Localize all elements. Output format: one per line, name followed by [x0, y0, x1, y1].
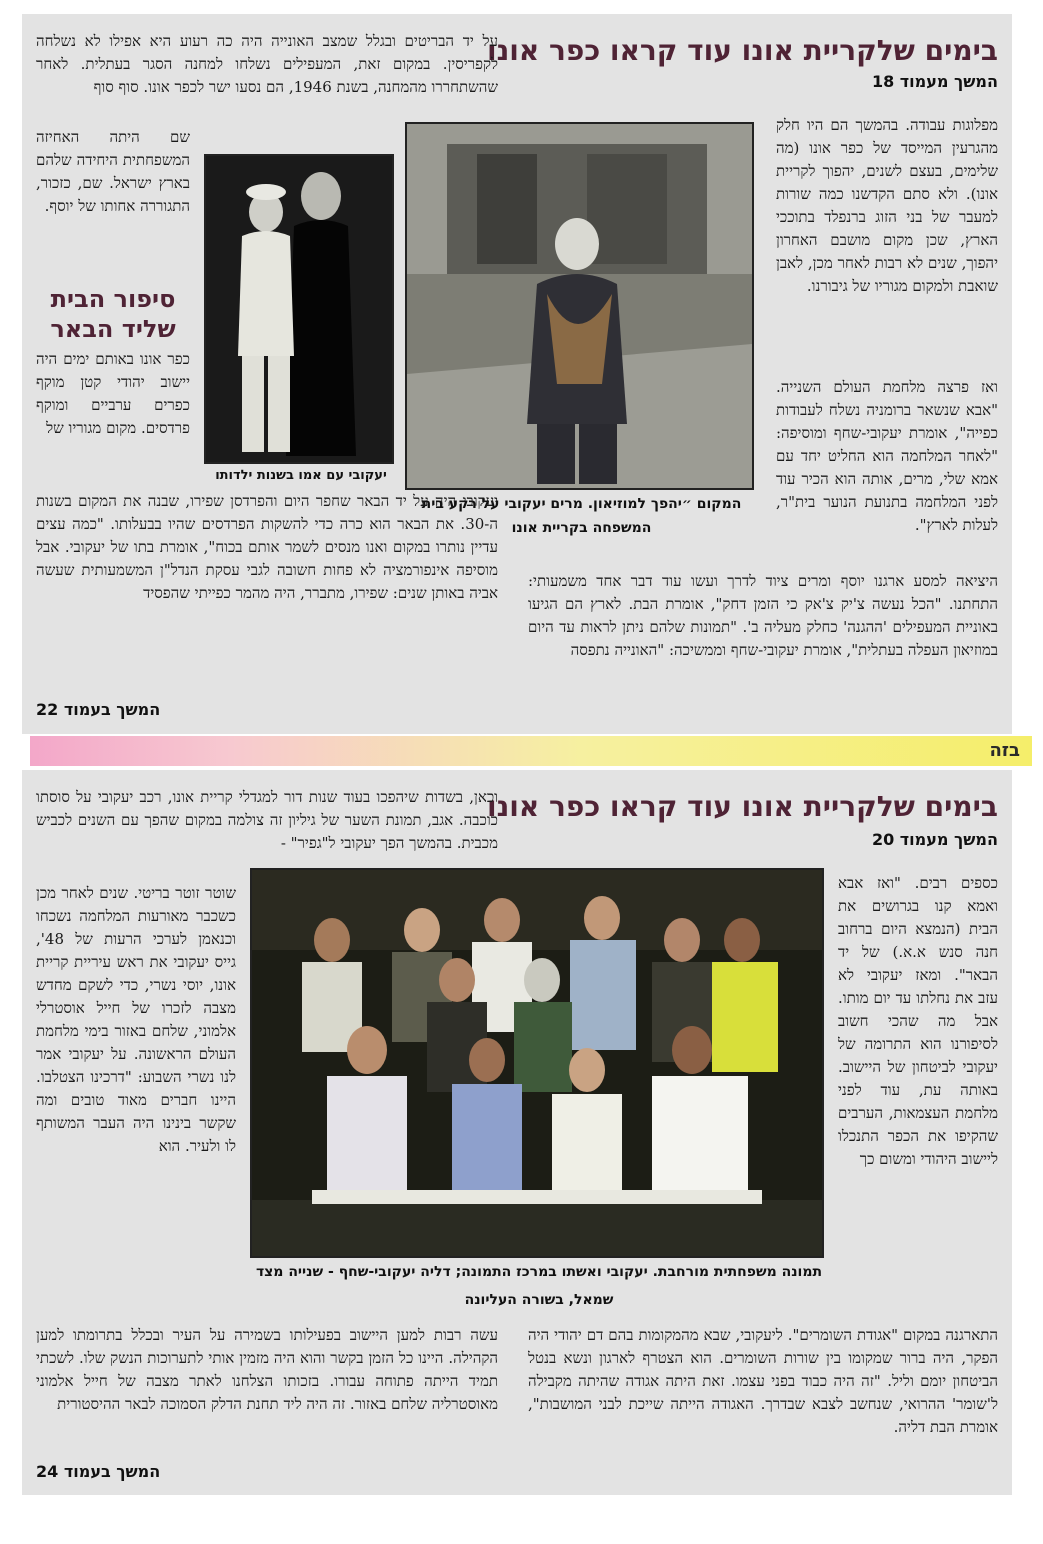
text-column-narrow-left: [36, 126, 190, 286]
photo-yaakobi-with-mother: [204, 154, 394, 464]
photo-illustration: [252, 870, 822, 1256]
article-clipping-top: [22, 14, 1012, 734]
paragraph: ואז פרצה מלחמת העולם השנייה. "אבא שנשאר ברומניה נשלח לעבודות כפייה", אומרת יעקובי-שחף ומוסיפה: "לאחר המלחמה הוא החליט יחד עם אמא שלי, מרים, אותה הוא הכיר עוד לפני המלחמה בתנועת הנוער בית"ר, לעלות לארץ".: [776, 378, 998, 534]
text-column-bottom-left: [36, 490, 498, 694]
article-clipping-bottom: [22, 770, 1012, 1495]
caption-small-photo: יעקובי עם אמו בשנות ילדותו: [215, 468, 387, 483]
photo-family-group: [250, 868, 824, 1258]
text-column-left: [36, 882, 236, 1318]
text-column-right: [776, 114, 998, 376]
text-column-top-left: [36, 786, 498, 878]
paragraph: שוטר זוטר בריטי. שנים לאחר מכן כשכבר מאורעות המלחמה נשכחו וכנאמן לערכי הרעות של 48', גייס יעקובי את ראש עיריית קריית אונו, יוסי נשרי, כדי לשקם מחדש מצבה לזכרו של חייל אוסטרלי אלמוני, שלחם באזור בימי מלחמת העולם הראשונה. על יעקובי אמר לנו נשרי השבוע: "דרכינו הצטלבו. היינו חברים מאוד טובים ומה שקשר בינינו היה העבר המשותף לו ולעיר. הוא: [36, 884, 236, 1155]
text-column-bottom-right: [528, 1324, 998, 1484]
photo-illustration: [407, 124, 752, 488]
paragraph: כספים רבים. "ואז אבא ואמא קנו בגרושים את הבית (הנמצא היום ברחוב חנה סנש א.א.) של יד הבאר". ומאז יעקובי לא עזב את נחלתו עד יום מותו. אבל מה שהכי חשוב לסיפורנו הוא התרומה של יעקובי לביטחון של היישוב. באותה עת, עוד לפני מלחמת העצמאות, הערבים שהקיפו את הכפר התנכלו ליישוב היהודי ומשום כך: [838, 874, 998, 1168]
caption-family-photo: תמונה משפחתית מורחבת. יעקובי ואשתו במרכז התמונה; דליה יעקובי-שחף - שנייה מצד שמאל, בשורה העליונה: [255, 1264, 823, 1308]
text-column-bottom-right: [528, 570, 998, 730]
caption-large-photo: המקום ״יהפך למוזיאון. מרים יעקובי על רקע בית המשפחה בקריית אונו: [421, 496, 742, 536]
paragraph: על יד הבריטים ובגלל שמצב האונייה היה כה רעוע היא אפילו לא נשלחה לקפריסין. במקום זאת, המעפילים נשלחו למחנה הסגר בעתלית. לאחר שהשתחררו מהמחנה, בשנת 1946, הם נסעו ישר לכפר אונו. סוף סוף: [36, 32, 498, 96]
paragraph: וכאן, בשדות שיהפכו בעוד שנות דור למגדלי קריית אונו, רכב יעקובי על סוסתו כוכבה. אגב, תמונת השער של גיליון זה צולמה במקום שהפך עם השנים לכביש מכבית. בהמשך הפך יעקובי ל"גפיר" -: [36, 788, 498, 852]
text-column-right: [838, 872, 998, 1370]
photo-miriam-yaakobi: [405, 122, 754, 490]
color-strip: [30, 736, 1032, 766]
text-column-top-left: [36, 30, 498, 122]
paragraph: שם היתה האחיזה המשפחתית היחידה שלהם בארץ ישראל. שם, כזכור, התגוררה אחותו של יוסף.: [36, 128, 190, 215]
text-column-story: [36, 348, 190, 490]
photo-illustration: [206, 156, 392, 462]
paragraph: התארגנה במקום "אגודת השומרים". ליעקובי, שבא מהמקומות בהם דם יהודי היה הפקר, היה ברור שמקומו בין שורות השומרים. הוא הצטרף לארגון ונשא בנטל הביטחון יומם וליל. "זה היה כבוד בפני עצמו. זאת היתה אגודה שהיתה מקבילה ל'שומר' ההרואי, שנחשב לצבא שבדרך. האגודה הייתה שייכת לבני המושבות", אומרת הבת דליה.: [528, 1326, 998, 1436]
continued-to: המשך בעמוד 24: [36, 1462, 161, 1481]
paragraph: מפלוגות עבודה. בהמשך הם היו חלק מהגרעין המייסד של כפר אונו (מה שלימים, בעצם לשנים, יהפוך לקריית אונו). ולא סתם הקדשנו כמה שורות למעבר של בני הזוג ברנפלד בתוככי הארץ, שכן מקום מושבם האחרון יהפוך, שנים לא רבות לאחר מכן, לאבן שואבת ולמקום מגוריו של גיבורנו.: [776, 116, 998, 295]
continued-from: המשך מעמוד 18: [871, 72, 998, 91]
headline: בימים שלקריית אונו עוד קראו כפר אונו: [487, 790, 998, 823]
paragraph: עשה רבות למען היישוב בפעילותו בשמירה על העיר ובכלל בתרומתו למען הקהילה. היינו כל הזמן בקשר והוא היה מזמין אותי לתערוכות הנשק שלו. לשכתי תמיד הייתה פתוחה עבורו. בזכותו הצלחנו לאתר מצבה של חייל אלמוני מאוסטרליה שלחם באזור. זה היה ליד תחנת הדלק הסמוכה לבאר ההיסטורית: [36, 1326, 498, 1413]
continued-from: המשך מעמוד 20: [871, 830, 998, 849]
text-column-bottom-left: [36, 1324, 498, 1454]
strip-tag: בזה: [989, 740, 1020, 761]
paragraph: היציאה למסע ארגנו יוסף ומרים ציוד לדרך ועשו עוד דבר אחד משמעותי: התחתנו. "הכל נעשה צ'יק צ'אק כי הזמן דחק", אומרת הבת. לארץ הם הגיעו באוניית המעפילים 'ההגנה' כחלק מעליה ב'. "תמונות שלהם ניתן לראות עד היום במוזיאון העפלה בעתלית", אומרת יעקובי-שחף וממשיכה: "האונייה נתפסה: [528, 572, 998, 659]
paragraph: יעקובי היה על יד הבאר שחפר היום והפרדסן שפירו, שבנה את המקום בשנות ה-30. את הבאר הוא כרה כדי להשקות הפרדסים שהיו בבעלותו. "כמה עצים עדיין נותרו במקום ואנו מנסים לשמר אותם בכוח", אומרת בתו של יעקובי. אבל מוסיפה אינפורמציה לא פחות חשובה לגבי עסקת הנדל"ן המשמעותית שעשה אביה באותן שנים: שפירו, מתברר, היה מהמר כפייתי שהפסיד: [36, 492, 498, 602]
continued-to: המשך בעמוד 22: [36, 700, 161, 719]
paragraph: כפר אונו באותם ימים היה יישוב יהודי קטן מוקף כפרים ערביים ומוקף פרדסים. מקום מגוריו של: [36, 350, 190, 437]
headline: בימים שלקריית אונו עוד קראו כפר אונו: [487, 34, 998, 67]
subheading: סיפור הבית שליד הבאר: [50, 285, 176, 343]
